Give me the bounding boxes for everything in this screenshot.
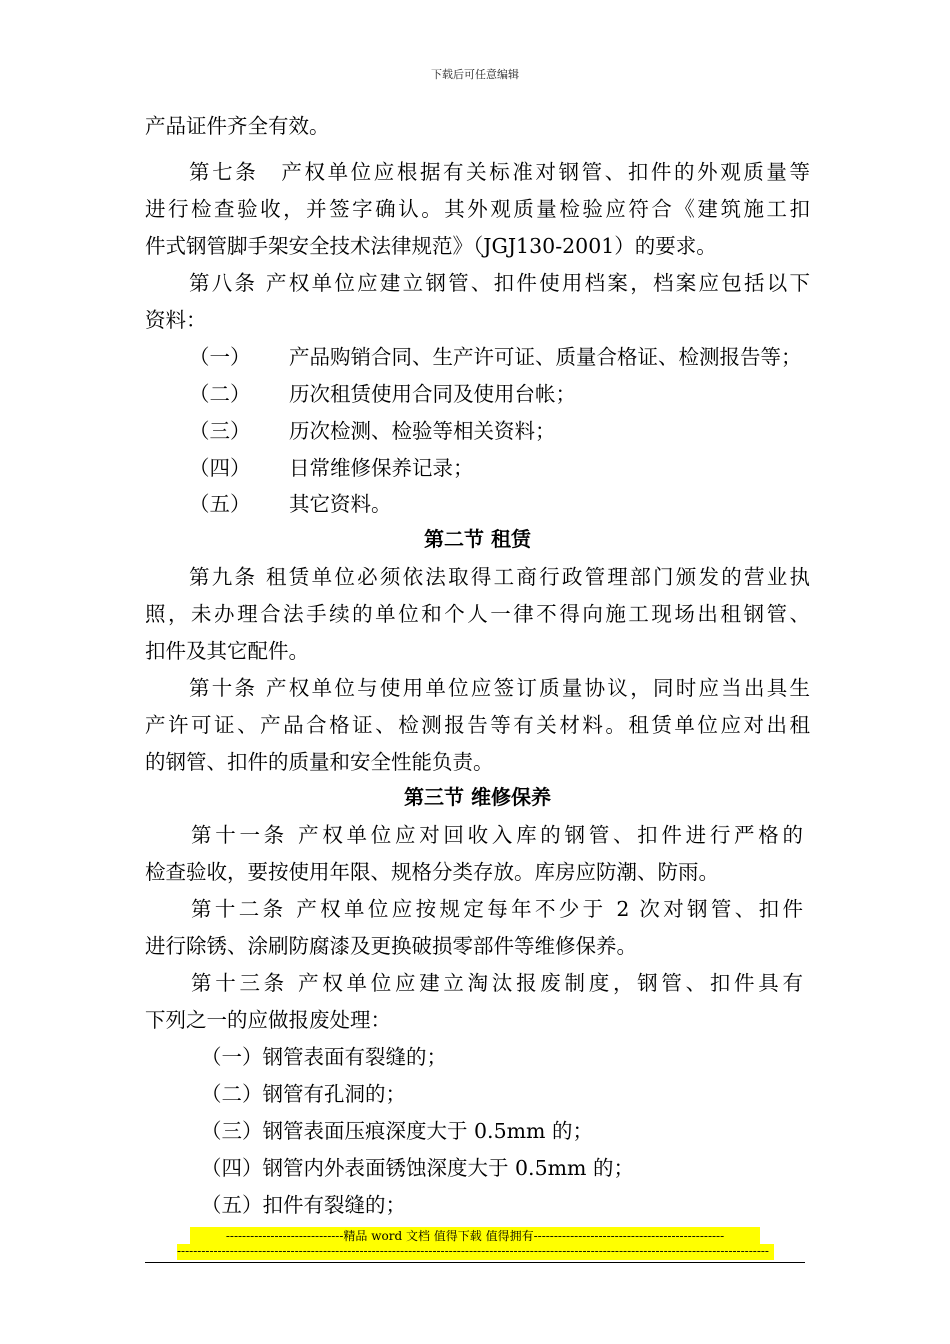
paragraph-line: 照，未办理合法手续的单位和个人一律不得向施工现场出租钢管、	[145, 602, 810, 626]
paragraph-line: 第九条 租赁单位必须依法取得工商行政管理部门颁发的营业执	[189, 565, 810, 589]
list-item-text: 历次检测、检验等相关资料；	[289, 419, 556, 443]
list-item: （四）钢管内外表面锈蚀深度大于 0.5mm 的；	[201, 1156, 635, 1180]
paragraph-line: 第十条 产权单位与使用单位应签订质量协议，同时应当出具生	[189, 676, 810, 700]
list-item-text: 历次租赁使用合同及使用台帐；	[289, 382, 576, 406]
paragraph-line: 第十二条 产权单位应按规定每年不少于 2 次对钢管、扣件	[191, 897, 803, 921]
paragraph-line: 检查验收，要按使用年限、规格分类存放。库房应防潮、防雨。	[145, 860, 719, 884]
list-item	[189, 417, 556, 445]
paragraph-line: 产许可证、产品合格证、检测报告等有关材料。租赁单位应对出租	[145, 713, 810, 737]
section-heading: 第三节 维修保养	[404, 785, 551, 809]
list-item-text: 其它资料。	[289, 492, 392, 516]
list-item-label: （四）	[189, 456, 251, 480]
paragraph-line: 资料：	[145, 308, 207, 332]
list-item: （五）扣件有裂缝的；	[201, 1193, 406, 1217]
list-item: （三）钢管表面压痕深度大于 0.5mm 的；	[201, 1119, 594, 1143]
paragraph-line: 下列之一的应做报废处理：	[145, 1008, 391, 1032]
list-item-text: 产品购销合同、生产许可证、质量合格证、检测报告等；	[289, 345, 802, 369]
paragraph-line: 产品证件齐全有效。	[145, 114, 330, 138]
paragraph-line: 进行除锈、涂刷防腐漆及更换破损零部件等维修保养。	[145, 934, 637, 958]
section-heading: 第二节 租赁	[424, 527, 531, 551]
paragraph-line: 第十三条 产权单位应建立淘汰报废制度，钢管、扣件具有	[191, 971, 803, 995]
footer-banner-dashes: --------------------------------------------------------------------------------------------------------------------------------------------------	[177, 1244, 774, 1260]
paragraph-line: 第七条 产权单位应根据有关标准对钢管、扣件的外观质量等	[189, 160, 810, 184]
list-item-text: 日常维修保养记录；	[289, 456, 474, 480]
list-item-label: （二）	[189, 382, 251, 406]
list-item	[189, 380, 576, 408]
footer-banner: -----------------------------精品 word 文档 值得下载 值得拥有-----------------------------------------------	[190, 1227, 760, 1245]
paragraph-line: 进行检查验收，并签字确认。其外观质量检验应符合《建筑施工扣	[145, 197, 810, 221]
paragraph-line: 第十一条 产权单位应对回收入库的钢管、扣件进行严格的	[191, 823, 803, 847]
footer-divider	[145, 1262, 805, 1263]
list-item	[189, 343, 802, 371]
paragraph-line: 件式钢管脚手架安全技术法律规范》（JGJ130-2001）的要求。	[145, 234, 717, 258]
list-item	[189, 454, 474, 482]
paragraph-line: 的钢管、扣件的质量和安全性能负责。	[145, 750, 494, 774]
page-header: 下载后可任意编辑	[431, 68, 519, 81]
list-item-label: （一）	[189, 345, 251, 369]
list-item: （二）钢管有孔洞的；	[201, 1082, 406, 1106]
list-item-label: （五）	[189, 492, 251, 516]
paragraph-line: 扣件及其它配件。	[145, 639, 309, 663]
list-item: （一）钢管表面有裂缝的；	[201, 1045, 447, 1069]
paragraph-line: 第八条 产权单位应建立钢管、扣件使用档案，档案应包括以下	[189, 271, 810, 295]
list-item-label: （三）	[189, 419, 251, 443]
list-item	[189, 490, 392, 518]
